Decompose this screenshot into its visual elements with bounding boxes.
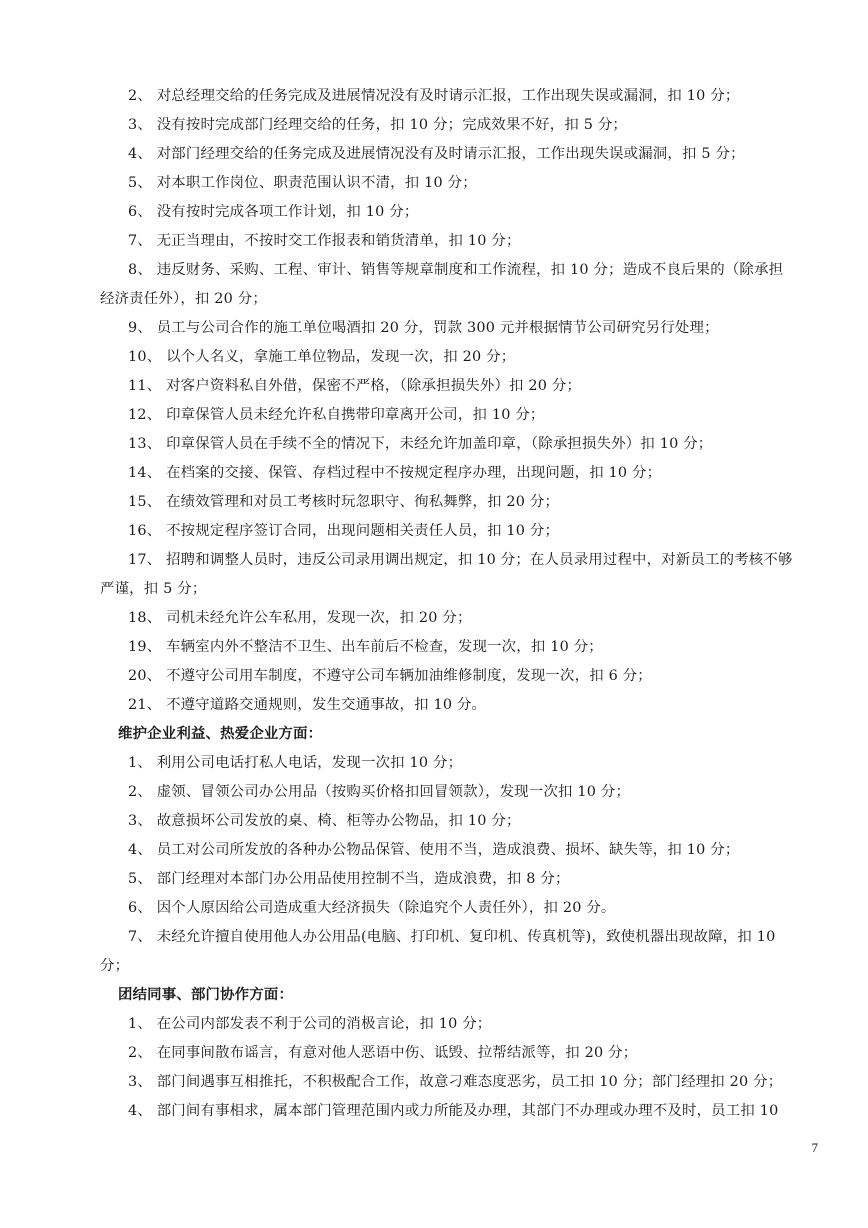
document-body xyxy=(100,82,820,1126)
list-item: 3、 部门间遇事互相推托，不积极配合工作，故意刁难态度恶劣，员工扣 10 分；部门经理扣 20 分； xyxy=(128,1074,783,1090)
list-item: 19、 车辆室内外不整洁不卫生、出车前后不检查，发现一次，扣 10 分； xyxy=(128,639,603,655)
list-item: 2、 虚领、冒领公司办公用品（按购买价格扣回冒领款），发现一次扣 10 分； xyxy=(128,784,631,800)
list-item: 7、 未经允许擅自使用他人办公用品(电脑、打印机、复印机、传真机等)，致使机器出现故障，扣 10 xyxy=(128,929,776,945)
list-item: 3、 没有按时完成部门经理交给的任务，扣 10 分；完成效果不好，扣 5 分； xyxy=(128,117,628,133)
list-item: 20、 不遵守公司用车制度，不遵守公司车辆加油维修制度，发现一次，扣 6 分； xyxy=(128,668,652,684)
list-item: 5、 对本职工作岗位、职责范围认识不清，扣 10 分； xyxy=(128,175,477,191)
list-item: 13、 印章保管人员在手续不全的情况下，未经允许加盖印章，（除承担损失外）扣 10 分； xyxy=(128,436,713,452)
page-number: 7 xyxy=(811,1140,818,1155)
list-item: 3、 故意损坏公司发放的桌、椅、柜等办公物品，扣 10 分； xyxy=(128,813,521,829)
list-item: 10、 以个人名义，拿施工单位物品，发现一次，扣 20 分； xyxy=(128,349,516,365)
list-item: 21、 不遵守道路交通规则，发生交通事故，扣 10 分。 xyxy=(128,697,487,713)
section-heading: 团结同事、部门协作方面： xyxy=(118,987,294,1003)
list-item: 14、 在档案的交接、保管、存档过程中不按规定程序办理，出现问题，扣 10 分； xyxy=(128,465,662,481)
list-item: 6、 没有按时完成各项工作计划，扣 10 分； xyxy=(128,204,419,220)
list-item: 8、 违反财务、采购、工程、审计、销售等规章制度和工作流程，扣 10 分；造成不良后果的（除承担 xyxy=(128,262,784,278)
list-item: 11、 对客户资料私自外借，保密不严格，（除承担损失外）扣 20 分； xyxy=(128,378,582,394)
list-item: 4、 对部门经理交给的任务完成及进展情况没有及时请示汇报，工作出现失误或漏洞，扣 5 分； xyxy=(128,146,745,162)
list-item: 18、 司机未经允许公车私用，发现一次，扣 20 分； xyxy=(128,610,472,626)
list-item: 2、 在同事间散布谣言，有意对他人恶语中伤、诋毁、拉帮结派等，扣 20 分； xyxy=(128,1045,638,1061)
list-item: 7、 无正当理由，不按时交工作报表和销货清单，扣 10 分； xyxy=(128,233,521,249)
section-heading: 维护企业利益、热爱企业方面： xyxy=(118,726,323,742)
list-item: 16、 不按规定程序签订合同，出现问题相关责任人员，扣 10 分； xyxy=(128,523,560,539)
list-item: 1、 在公司内部发表不利于公司的消极言论，扣 10 分； xyxy=(128,1016,492,1032)
line-continuation: 分； xyxy=(100,958,130,974)
list-item: 1、 利用公司电话打私人电话，发现一次扣 10 分； xyxy=(128,755,463,771)
line-continuation: 经济责任外），扣 20 分； xyxy=(100,291,267,307)
list-item: 6、 因个人原因给公司造成重大经济损失（除追究个人责任外），扣 20 分。 xyxy=(128,900,616,916)
list-item: 4、 部门间有事相求，属本部门管理范围内或力所能及办理，其部门不办理或办理不及时，员工扣 10 xyxy=(128,1103,779,1119)
list-item: 15、 在绩效管理和对员工考核时玩忽职守、徇私舞弊，扣 20 分； xyxy=(128,494,560,510)
list-item: 17、 招聘和调整人员时，违反公司录用调出规定，扣 10 分；在人员录用过程中，对新员工的考核不够 xyxy=(128,552,793,568)
list-item: 5、 部门经理对本部门办公用品使用控制不当，造成浪费，扣 8 分； xyxy=(128,871,570,887)
list-item: 2、 对总经理交给的任务完成及进展情况没有及时请示汇报，工作出现失误或漏洞，扣 10 分； xyxy=(128,88,740,104)
list-item: 12、 印章保管人员未经允许私自携带印章离开公司，扣 10 分； xyxy=(128,407,545,423)
line-continuation: 严谨，扣 5 分； xyxy=(100,581,207,597)
list-item: 9、 员工与公司合作的施工单位喝酒扣 20 分，罚款 300 元并根据情节公司研究另行处理； xyxy=(128,320,719,336)
list-item: 4、 员工对公司所发放的各种办公物品保管、使用不当，造成浪费、损坏、缺失等，扣 10 分； xyxy=(128,842,740,858)
